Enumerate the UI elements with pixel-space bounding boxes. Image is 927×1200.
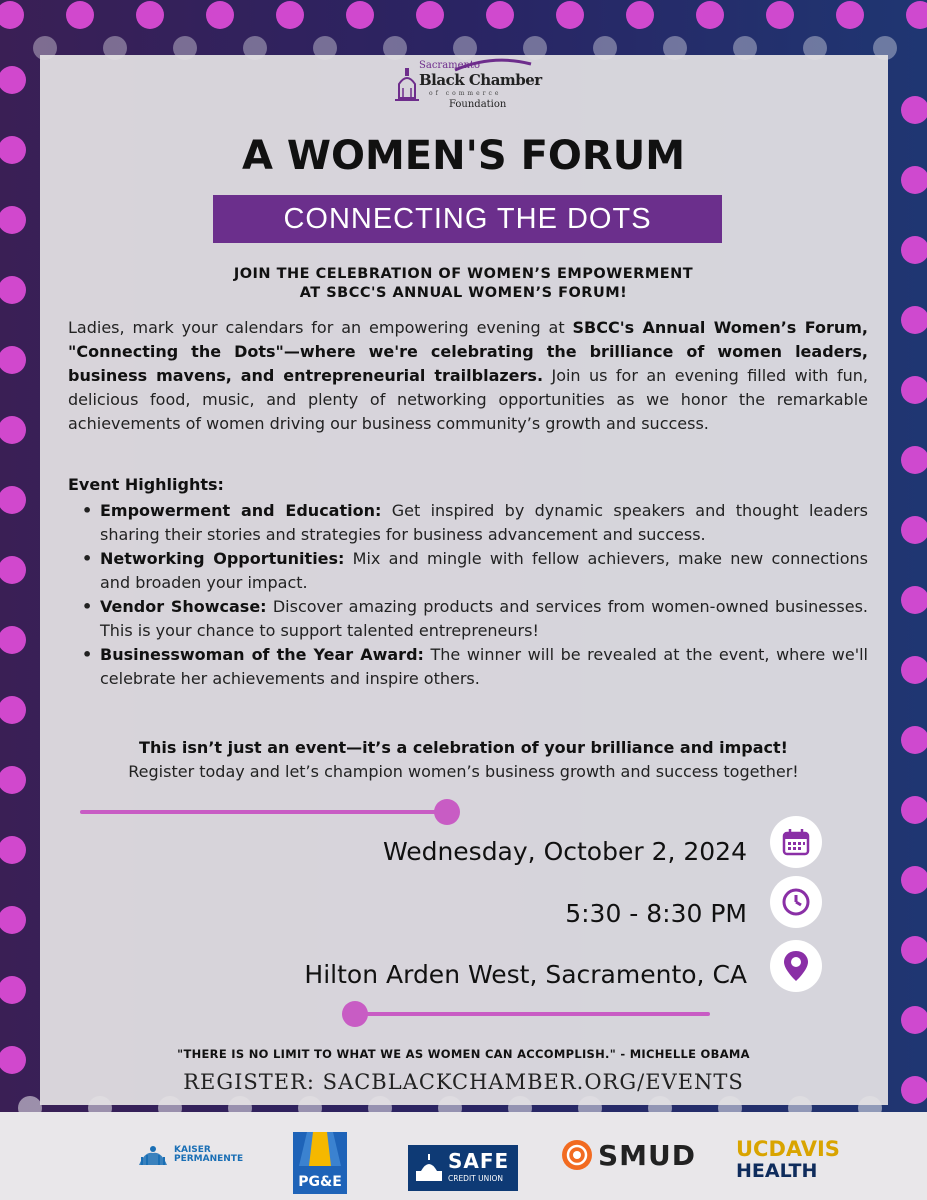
ucdavis-text: UCDAVIS [736, 1137, 840, 1161]
event-date: Wednesday, October 2, 2024 [382, 837, 747, 866]
highlight-title: Vendor Showcase: [100, 597, 267, 616]
uc-davis-health-logo [736, 1138, 840, 1184]
calendar-icon [770, 816, 822, 868]
cta-headline: This isn’t just an event—it’s a celebration of your brilliance and impact! [139, 738, 788, 757]
pge-logo [293, 1133, 347, 1193]
capitol-building-icon [414, 1153, 444, 1183]
polka-dot [901, 446, 927, 474]
polka-dot [0, 1, 24, 29]
list-item [82, 595, 868, 643]
highlight-title: Businesswoman of the Year Award: [100, 645, 424, 664]
highlight-text: Discover amazing products and services from women-owned businesses. This is your chance to support talented entrepreneurs! [100, 597, 868, 640]
list-item [82, 499, 868, 547]
polka-dot [901, 376, 927, 404]
polka-dot [901, 516, 927, 544]
logo-name: Black Chamber [419, 71, 542, 89]
event-title: A WOMEN'S FORUM [241, 133, 685, 179]
capitol-dome-icon [393, 62, 421, 106]
polka-dot [901, 306, 927, 334]
join-line-1: JOIN THE CELEBRATION OF WOMEN’S EMPOWERMENT [233, 266, 694, 282]
polka-dot [0, 836, 26, 864]
polka-dot [901, 1006, 927, 1034]
highlight-title: Empowerment and Education: [100, 501, 382, 520]
polka-dot [556, 1, 584, 29]
map-pin-icon [770, 940, 822, 992]
connector-dot-bottom [342, 1001, 368, 1027]
polka-dot [206, 1, 234, 29]
register-link[interactable]: REGISTER: SACBLACKCHAMBER.ORG/EVENTS [183, 1070, 744, 1094]
health-text: HEALTH [736, 1160, 818, 1182]
polka-dot [136, 1, 164, 29]
intro-rest: Join us for an evening filled with fun, delicious food, music, and plenty of networking opportunities as we honor the remarkable achievements of women driving our business community’s growth and success. [68, 366, 868, 433]
connector-dot-top [434, 799, 460, 825]
event-time: 5:30 - 8:30 PM [565, 899, 747, 928]
polka-dot [901, 866, 927, 894]
polka-dot [696, 1, 724, 29]
polka-dot [66, 1, 94, 29]
polka-dot [0, 206, 26, 234]
event-location: Hilton Arden West, Sacramento, CA [304, 960, 747, 989]
polka-dot [486, 1, 514, 29]
polka-dot [901, 586, 927, 614]
polka-dot [0, 976, 26, 1004]
join-line-2: AT SBCC'S ANNUAL WOMEN’S FORUM! [299, 285, 628, 301]
logo-tagline: of commerce [429, 90, 502, 97]
polka-dot [836, 1, 864, 29]
polka-dot [901, 96, 927, 124]
quote: "THERE IS NO LIMIT TO WHAT WE AS WOMEN CAN ACCOMPLISH." - MICHELLE OBAMA [177, 1047, 750, 1061]
highlight-text: The winner will be revealed at the event, where we'll celebrate her achievements and inspire others. [100, 645, 869, 688]
highlights-heading: Event Highlights: [68, 475, 224, 494]
connector-line-top [80, 810, 440, 814]
kaiser-permanente-logo [135, 1125, 244, 1185]
polka-dot [0, 626, 26, 654]
credit-union-text: CREDIT UNION [448, 1174, 503, 1183]
smud-text: SMUD [598, 1138, 697, 1172]
polka-dot [0, 906, 26, 934]
sbcc-logo [393, 58, 543, 122]
polka-dot [901, 796, 927, 824]
polka-dot [0, 66, 26, 94]
polka-dot [416, 1, 444, 29]
pge-text: PG&E [298, 1174, 342, 1190]
polka-dot [901, 236, 927, 264]
intro-lead: Ladies, mark your calendars for an empowering evening at [68, 318, 573, 337]
smud-sun-icon [560, 1138, 594, 1172]
polka-dot [906, 1, 927, 29]
logo-foundation: Foundation [449, 99, 507, 110]
safe-text: SAFE [448, 1149, 510, 1173]
kaiser-text: KAISER PERMANENTE [174, 1145, 244, 1164]
list-item [82, 547, 868, 595]
intro-bold: SBCC's Annual Women’s Forum, "Connecting the Dots"—where we're celebrating the brilliance of women leaders, business mavens, and entrepreneurial trailblazers. [68, 318, 869, 385]
polka-dot [0, 556, 26, 584]
list-item [82, 643, 868, 691]
polka-dot [0, 346, 26, 374]
join-heading [0, 265, 927, 303]
polka-dot [766, 1, 794, 29]
polka-dot [626, 1, 654, 29]
highlight-text: Get inspired by dynamic speakers and thought leaders sharing their stories and strategies for business advancement and success. [100, 501, 868, 544]
polka-dot [0, 696, 26, 724]
smud-logo [560, 1125, 696, 1185]
kaiser-icon [135, 1143, 171, 1167]
clock-icon [770, 876, 822, 928]
polka-dot [0, 416, 26, 444]
polka-dot [901, 936, 927, 964]
polka-dot [346, 1, 374, 29]
logo-city: Sacramento [419, 60, 481, 71]
event-subtitle-banner: CONNECTING THE DOTS [213, 195, 722, 243]
highlight-text: Mix and mingle with fellow achievers, make new connections and broaden your impact. [100, 549, 868, 592]
connector-line-bottom [350, 1012, 710, 1016]
safe-credit-union-logo [408, 1138, 518, 1198]
highlights-list [82, 499, 868, 691]
polka-dot [276, 1, 304, 29]
cta-subline: Register today and let’s champion women’s business growth and success together! [128, 762, 799, 781]
polka-dot [901, 656, 927, 684]
highlight-title: Networking Opportunities: [100, 549, 345, 568]
intro-paragraph [68, 316, 868, 436]
polka-dot [0, 486, 26, 514]
